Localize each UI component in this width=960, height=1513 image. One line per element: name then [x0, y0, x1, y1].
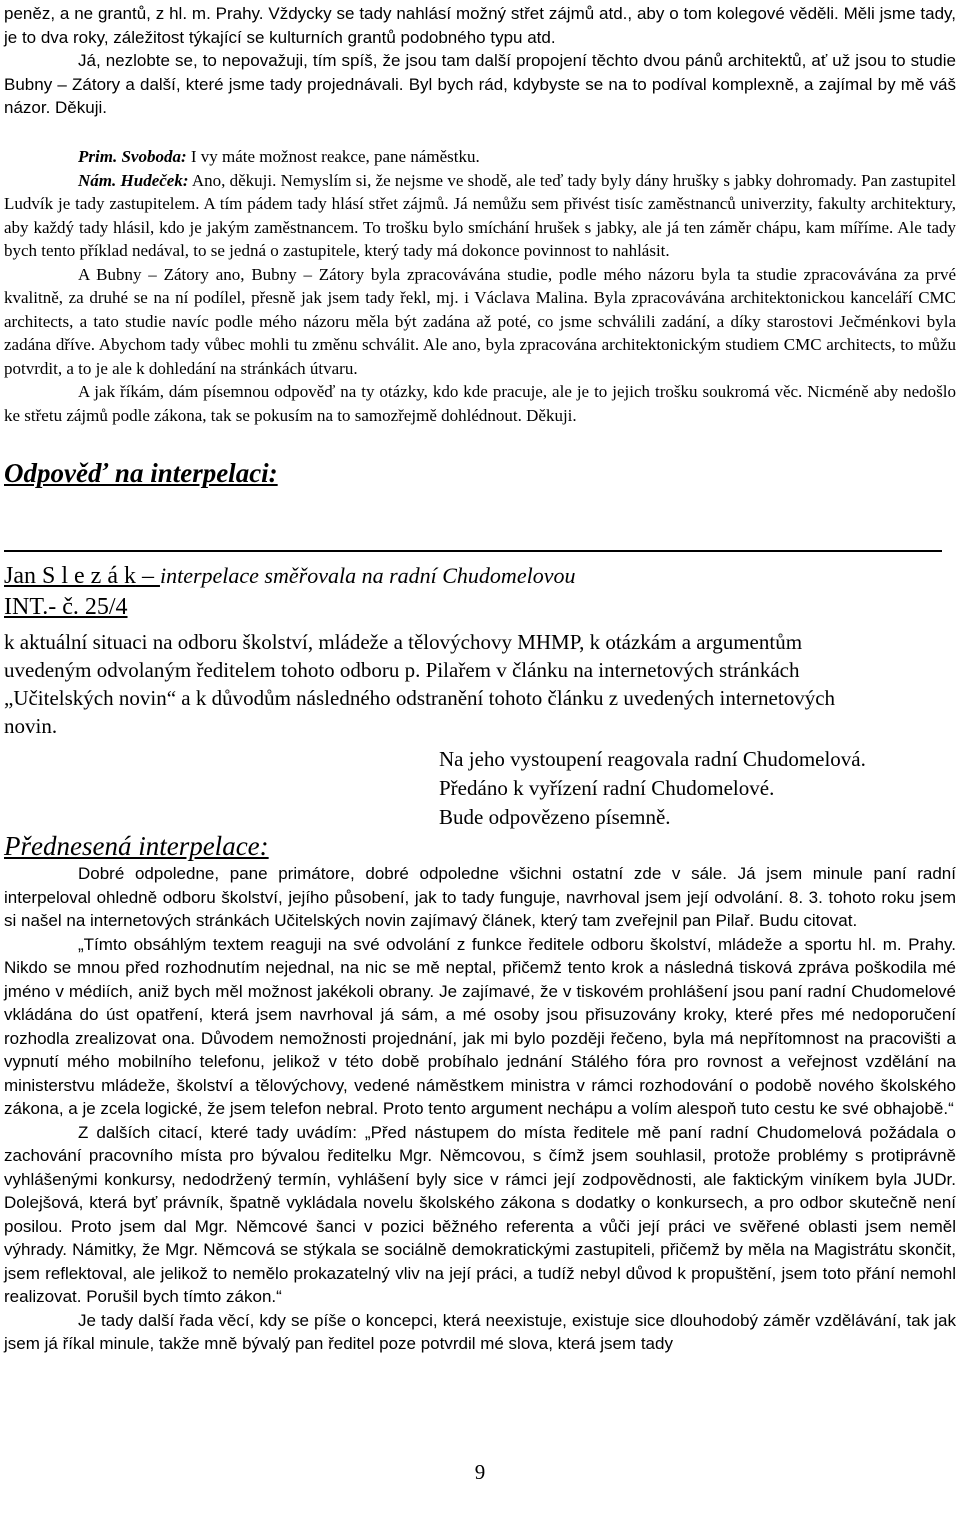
divider-line [4, 550, 942, 552]
note-assigned: Předáno k vyřízení radní Chudomelové. [439, 776, 775, 800]
interpellation-number: INT.- č. 25/4 [4, 594, 128, 620]
speaker-text: Ano, děkuji. Nemyslím si, že nejsme ve shodě, ale teď tady byly dány hrušky s jabky dohromady. Pan zastupitel Ludvík je tady zastupitelem. A tím pádem tady hlásí střet zájmů. Já nemůžu sem přivést tisíc zaměstnanců univerzity, fakulty architektury, aby každý tady hlásil, kdo je jakým zaměstnancem. To trošku bylo smíchání hrušek s jabky, ale já ten záměr chápu, kam míříme. Ale tady bych tento příklad nedával, to se jedná o zastupitele, který tady má dokonce povinnost to nahlásit. [4, 170, 956, 260]
interpellation-subject: k aktuální situaci na odboru školství, mládeže a tělovýchovy MHMP, k otázkám a argumentům uvedeným odvolaným ředitelem tohoto odboru p. Pilařem v článku na internetových stránkách „Učitelských novin“ a k důvodům následného odstranění tohoto článku z uvedených internetových novin. [4, 630, 836, 738]
answer-heading: Odpověď na interpelaci: [4, 458, 278, 488]
submitted-paragraph-1: Dobré odpoledne, pane primátore, dobré odpoledne všichni ostatní zde v sále. Já jsem minule paní radní interpeloval ohledně odboru školství, jejího působení, jak to tady funguje, navrhoval jsem její odvolání. 8. 3. tohoto roku jsem si našel na internetových stránkách Učitelských novin zajímavý článek, který tam zveřejnil pan Pilař. Budu citovat. [4, 864, 956, 930]
submitted-paragraph-4: Je tady další řada věcí, kdy se píše o koncepci, která neexistuje, existuje sice dlouhodobý záměr vzdělávání, tak jak jsem já říkal minule, takže mně bývalý pan ředitel poze potvrdil mé slova, která jsem tady [4, 1310, 956, 1353]
speaker-label: Nám. Hudeček: [78, 170, 189, 190]
paragraph-1: peněz, a ne grantů, z hl. m. Prahy. Vždycky se tady nahlásí možný střet zájmů atd., aby o tom kolegové věděli. Měli jsme tady, je to dva roky, záležitost týkající se kulturních grantů podobného typu atd. [4, 4, 956, 47]
speaker-text: I vy máte možnost reakce, pane náměstku. [186, 147, 480, 166]
note-reaction: Na jeho vystoupení reagovala radní Chudomelová. [439, 747, 866, 771]
paragraph-2: Já, nezlobte se, to nepovažuji, tím spíš, že jsou tam další propojení těchto dvou pánů architektů, ať už jsou to studie Bubny – Zátory a další, které jsme tady projednávali. Byl bych rád, kdybyste se na to podíval komplexně, a zajímal by mě váš názor. Děkuji. [4, 51, 956, 117]
dialogue-section [4, 145, 956, 427]
directed-to: interpelace směřovala na radní Chudomelovou [159, 563, 576, 588]
submitted-section [4, 862, 956, 1356]
author-name: Jan S l e z á k – [4, 563, 160, 589]
paragraph-bubny: A Bubny – Zátory ano, Bubny – Zátory byla zpracovávána studie, podle mého názoru byla ta studie zpracovávána za prvé kvalitně, za druhé se na ní podílel, přesně jak jsem tady řekl, mj. i Václava Malina. Byla zpracovávána architektonickou kanceláří CMC architects, a tato studie navíc podle mého názoru měla být zadána až poté, co jsme schválili zadání, a díky starostovi Ječménkovi byla zadána dříve. Abychom tady vůbec mohli tu změnu schválit. Ale ano, byla zpracována architektonickým studiem CMC architects, to můžu potvrdit, a to je ale k dohledání na stránkách útvaru. [4, 264, 956, 378]
interpellation-author-line [4, 562, 956, 590]
submitted-heading: Přednesená interpelace: [4, 831, 269, 861]
submitted-paragraph-2: „Tímto obsáhlým textem reaguji na své odvolání z funkce ředitele odboru školství, mládeže a sportu hl. m. Prahy. Nikdo se mnou před rozhodnutím nejednal, na nic se mě neptal, přičemž tento krok a následná tisková zpráva poškodila mé jméno v médiích, aniž bych měl možnost jakékoli obrany. Je zajímavé, že v tiskovém prohlášení jsou paní radní Chudomelové vkládána do úst opatření, která jsem navrhoval já sám, a mé osoby jsou přisuzovány kroky, které přes mé nedoporučení rozhodla zrealizovat ona. Důvodem nemožnosti projednání, jak mi bylo později řečeno, byla má nepřítomnost na pracovišti a vypnutí mého mobilního telefonu, jelikož v této době probíhalo jednání Stálého fóra pro rovnost a veřejnost vzdělání na ministerstvu mládeže, školství a tělovýchovy, vedené náměstkem ministra v rámci rozhodování o podobě nového školského zákona, a je zcela logické, že jsem telefon nebral. Proto tento argument nechápu a volím alespoň tuto cestu ke své obhajobě.“ [4, 934, 956, 1118]
top-section [4, 2, 956, 120]
interpellation-notes [439, 745, 954, 832]
paragraph-answer-promise: A jak říkám, dám písemnou odpověď na ty otázky, kdo kde pracuje, ale je to jejich trošku soukromá věc. Nicméně aby nedošlo ke střetu zájmů podle zákona, tak se pokusím na to samozřejmě dohlédnout. Děkuji. [4, 382, 956, 425]
speaker-label: Prim. Svoboda: [78, 147, 187, 166]
note-written-answer: Bude odpovězeno písemně. [439, 805, 671, 829]
paragraph-svoboda [4, 145, 956, 169]
page-number: 9 [474, 1460, 486, 1484]
paragraph-hudecek [4, 169, 956, 263]
submitted-paragraph-3: Z dalších citací, které tady uvádím: „Před nástupem do místa ředitele mě paní radní Chudomelová požádala o zachování pracovního místa pro bývalou ředitelku Mgr. Němcovou, s čímž jsem souhlasil, protože problémy s protiprávně vyhlášenými konkursy, nedodržený termín, vyhlášení byly sice v rámci její zodpovědnosti, ale faktickým viníkem byla JUDr. Dolejšová, která byť právník, špatně vykládala novelu školského zákona s dodatky o konkursech, a pro odbor skutečně není posilou. Proto jsem dal Mgr. Němcové šanci v pozici běžného referenta a vůči její práci ve svěřené oblasti jsem neměl výhrady. Námitky, že Mgr. Němcová se stýkala se sociálně demokratickými zastupiteli, přičemž by měla na Magistrátu skončit, jsem reflektoval, ale jelikož to nemělo prokazatelný vliv na její práci, a tudíž nebyl důvod k propuštění, jsem toto přání nemohl realizovat. Porušil bych tímto zákon.“ [4, 1122, 956, 1306]
